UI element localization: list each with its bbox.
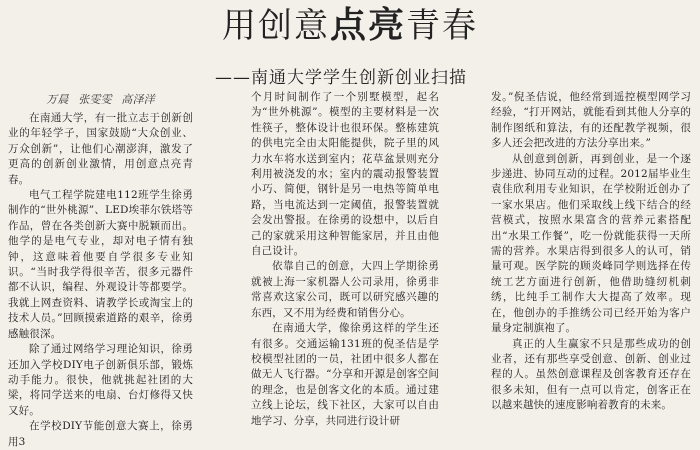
column-1 (8, 91, 193, 450)
paragraph: 从创意到创新，再到创业，是一个逐步递进、协同互动的过程。2012届毕业生袁佳欣利用专业知识，在学校附近创办了一家水果店。他们采取线上线下结合的经营模式，按照水果富含的营养元素搭配出“水果工作餐”，吃一份就能获得一天所需的营养。水果店得到很多人的认可，销量可观。医学院的顾炎峰同学则选择在传统工艺方面进行创新，他借助缝纫机刺绣，比纯手工制作大大提高了效率。现在，他创办的手推绣公司已经开始为客户量身定制旗袍了。 (491, 152, 691, 335)
article-title (0, 4, 700, 48)
byline: 万晨 张雯雯 高泽洋 (46, 93, 155, 106)
paragraph: 在南通大学，有一批立志于创新创业的年轻学子，国家鼓励“大众创业、万众创新”，让他们心潮澎湃，激发了更高的创新创业激情，用创意点亮青春。 (8, 112, 193, 186)
title-part-3: 亮 (368, 5, 407, 46)
paragraph: 依靠自己的创意，大四上学期徐勇就被上海一家机器人公司录用，徐勇非常喜欢这家公司，既可以研究感兴趣的东西，又不用为经费和销售分心。 (251, 260, 439, 319)
paragraph: 真正的人生赢家不只是那些成功的创业者，还有那些享受创意、创新、创业过程的人。虽然创意课程及创客教育还存在很多未知，但有一点可以肯定，创客正在以越来越快的速度影响着教育的未来。 (491, 337, 691, 412)
title-part-4: 青春 (406, 6, 479, 46)
title-part-2: 点 (329, 5, 368, 46)
column-3 (491, 90, 691, 414)
paragraph: 在学校DIY节能创意大赛上，徐勇用3 (8, 420, 193, 448)
paragraph: 除了通过网络学习理论知识，徐勇还加入学校DIY电子创新俱乐部，锻炼动手能力。很快，他就挑起社团的大梁，将同学送来的电扇、台灯修得又快又好。 (8, 343, 193, 417)
column-2 (251, 90, 439, 429)
paragraph: 在南通大学，像徐勇这样的学生还有很多。交通运输131班的倪圣佶是学校模型社团的一员，社团中很多人都在做无人飞行器。“分享和开源是创客空间的理念，也是创客文化的本质。通过建立线上论坛，线下社区，大家可以自由地学习、分享，共同进行设计研 (251, 322, 439, 427)
paragraph: 个月时间制作了一个别墅模型，起名为“世外桃源”。模型的主要材料是一次性筷子，整体设计也很环保。整栋建筑的供电完全由太阳能提供，院子里的风力水车将水送到室内；花草盆景则充分利用被浇发的水；室内的震动报警装置小巧、简便，钢针是另一电热等简单电路，当电流达到一定阈值，报警装置就会发出警报。在徐勇的设想中，以后自己的家就采用这种智能家居，并且由他自己设计。 (251, 91, 439, 258)
article-subtitle: ——南通大学学生创新创业扫描 (215, 68, 467, 88)
paragraph: 电气工程学院建电112班学生徐勇制作的“世外桃源”、LED埃菲尔铁塔等作品，曾在各类创新大赛中脱颖而出。他学的是电气专业，却对电子情有独钟，这意味着他要自学很多专业知识。“当时我学得很辛苦，很多元器件都不认识，编程、外观设计等都要学。我就上网查资料、请教学长或淘宝上的技术人员。”回顾摸索道路的艰辛，徐勇感触很深。 (8, 189, 193, 340)
paragraph: 发。”倪圣佶说，他经常到遥控模型网学习经验，“打开网站，就能看到其他人分享的制作图纸和算法，有的还配教学视频，很多人还会把改进的方法分享出来。” (491, 91, 691, 150)
title-part-1: 用创意 (221, 6, 330, 46)
